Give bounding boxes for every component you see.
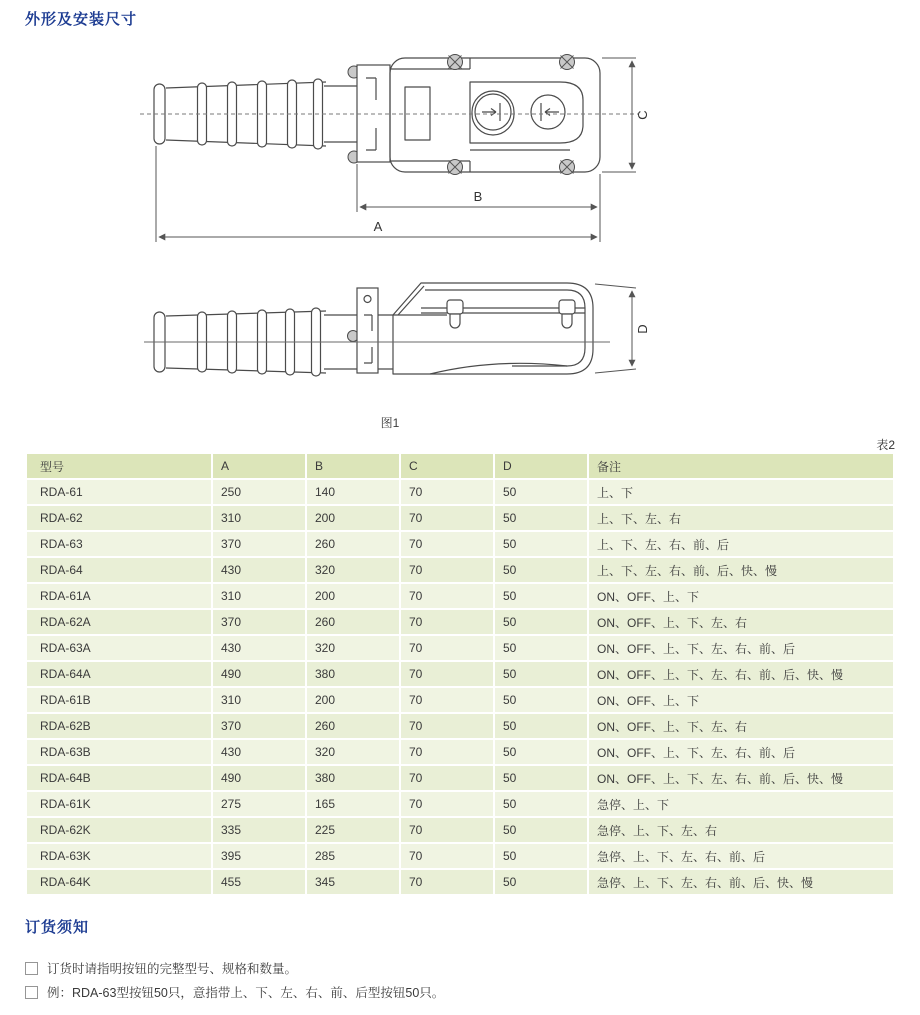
value-cell: 70	[401, 506, 493, 530]
screw-icon	[560, 55, 575, 70]
button-stem	[447, 300, 463, 328]
dim-label-b: B	[473, 189, 483, 204]
column-header: 型号	[27, 454, 211, 478]
dim-label-c: C	[635, 110, 650, 120]
table-header-row	[27, 454, 893, 478]
model-cell: RDA-64A	[27, 662, 211, 686]
down-arrow-icon	[541, 103, 559, 121]
value-cell: 50	[495, 792, 587, 816]
remark-cell: 上、下、左、右、前、后	[589, 532, 893, 556]
value-cell: 70	[401, 688, 493, 712]
value-cell: 260	[307, 610, 399, 634]
model-cell: RDA-61A	[27, 584, 211, 608]
label-window	[405, 87, 430, 140]
value-cell: 70	[401, 870, 493, 894]
table-label: 表2	[876, 438, 895, 452]
model-cell: RDA-64B	[27, 766, 211, 790]
model-cell: RDA-63K	[27, 844, 211, 868]
model-cell: RDA-62B	[27, 714, 211, 738]
button-down	[531, 95, 565, 129]
table-row	[27, 818, 893, 842]
screw-icon	[448, 160, 463, 175]
table-row	[27, 688, 893, 712]
value-cell: 260	[307, 714, 399, 738]
note-text: 订货时请指明按钮的完整型号、规格和数量。	[47, 962, 298, 976]
table-row	[27, 584, 893, 608]
value-cell: 70	[401, 844, 493, 868]
table-row	[27, 558, 893, 582]
value-cell: 70	[401, 792, 493, 816]
value-cell: 165	[307, 792, 399, 816]
table-row	[27, 740, 893, 764]
dimension-table	[25, 452, 895, 896]
column-header: C	[401, 454, 493, 478]
value-cell: 50	[495, 532, 587, 556]
value-cell: 50	[495, 870, 587, 894]
pendant-side-view-drawing	[130, 270, 650, 405]
remark-cell: ON、OFF、上、下、左、右	[589, 610, 893, 634]
remark-cell: 上、下	[589, 480, 893, 504]
dimension-d	[595, 284, 650, 373]
value-cell: 50	[495, 558, 587, 582]
remark-cell: ON、OFF、上、下、左、右、前、后	[589, 740, 893, 764]
checkbox-icon	[25, 962, 38, 975]
value-cell: 50	[495, 662, 587, 686]
column-header: A	[213, 454, 305, 478]
value-cell: 200	[307, 584, 399, 608]
value-cell: 430	[213, 558, 305, 582]
remark-cell: ON、OFF、上、下、左、右、前、后	[589, 636, 893, 660]
value-cell: 70	[401, 662, 493, 686]
value-cell: 285	[307, 844, 399, 868]
value-cell: 50	[495, 688, 587, 712]
value-cell: 50	[495, 740, 587, 764]
model-cell: RDA-61K	[27, 792, 211, 816]
value-cell: 275	[213, 792, 305, 816]
dimension-c	[602, 58, 650, 172]
column-header: B	[307, 454, 399, 478]
value-cell: 70	[401, 584, 493, 608]
value-cell: 310	[213, 584, 305, 608]
order-notes	[25, 956, 444, 1004]
remark-cell: ON、OFF、上、下、左、右	[589, 714, 893, 738]
column-header: D	[495, 454, 587, 478]
table-row	[27, 714, 893, 738]
hanger-bracket	[348, 288, 379, 373]
value-cell: 70	[401, 558, 493, 582]
value-cell: 50	[495, 818, 587, 842]
value-cell: 490	[213, 766, 305, 790]
pendant-front-view-drawing	[130, 40, 650, 252]
table-row	[27, 870, 893, 894]
value-cell: 310	[213, 688, 305, 712]
value-cell: 260	[307, 532, 399, 556]
remark-cell: 上、下、左、右	[589, 506, 893, 530]
cable-clamp	[348, 65, 390, 163]
model-cell: RDA-61B	[27, 688, 211, 712]
control-body-side	[378, 283, 593, 374]
value-cell: 320	[307, 636, 399, 660]
remark-cell: 急停、上、下、左、右、前、后、快、慢	[589, 870, 893, 894]
value-cell: 310	[213, 506, 305, 530]
button-recess	[472, 91, 514, 135]
table-row	[27, 844, 893, 868]
remark-cell: 急停、上、下、左、右	[589, 818, 893, 842]
note-text: 例：RDA-63型按钮50只，意指带上、下、左、右、前、后型按钮50只。	[47, 986, 445, 1000]
value-cell: 50	[495, 584, 587, 608]
value-cell: 455	[213, 870, 305, 894]
value-cell: 370	[213, 532, 305, 556]
remark-cell: ON、OFF、上、下	[589, 584, 893, 608]
value-cell: 70	[401, 818, 493, 842]
remark-cell: ON、OFF、上、下	[589, 688, 893, 712]
order-section-title: 订货须知	[25, 919, 90, 936]
value-cell: 490	[213, 662, 305, 686]
model-cell: RDA-61	[27, 480, 211, 504]
value-cell: 430	[213, 636, 305, 660]
screw-icon	[560, 160, 575, 175]
value-cell: 70	[401, 740, 493, 764]
dim-label-d: D	[635, 324, 650, 334]
model-cell: RDA-63A	[27, 636, 211, 660]
dimension-b	[357, 164, 600, 242]
screw-icon	[448, 55, 463, 70]
table-row	[27, 792, 893, 816]
control-body	[390, 55, 600, 175]
value-cell: 70	[401, 480, 493, 504]
value-cell: 70	[401, 766, 493, 790]
value-cell: 70	[401, 636, 493, 660]
value-cell: 225	[307, 818, 399, 842]
table-row	[27, 610, 893, 634]
value-cell: 70	[401, 610, 493, 634]
note-line	[25, 980, 444, 1004]
remark-cell: ON、OFF、上、下、左、右、前、后、快、慢	[589, 662, 893, 686]
dim-label-a: A	[373, 219, 383, 234]
value-cell: 395	[213, 844, 305, 868]
note-line	[25, 956, 444, 980]
table-row	[27, 662, 893, 686]
value-cell: 50	[495, 844, 587, 868]
value-cell: 50	[495, 766, 587, 790]
table-row	[27, 766, 893, 790]
model-cell: RDA-64	[27, 558, 211, 582]
figure-caption: 图1	[380, 416, 400, 430]
model-cell: RDA-63	[27, 532, 211, 556]
value-cell: 345	[307, 870, 399, 894]
value-cell: 370	[213, 610, 305, 634]
table-row	[27, 480, 893, 504]
value-cell: 50	[495, 636, 587, 660]
value-cell: 200	[307, 506, 399, 530]
checkbox-icon	[25, 986, 38, 999]
model-cell: RDA-63B	[27, 740, 211, 764]
button-up	[475, 94, 511, 130]
value-cell: 380	[307, 766, 399, 790]
value-cell: 50	[495, 480, 587, 504]
table-row	[27, 636, 893, 660]
remark-cell: 上、下、左、右、前、后、快、慢	[589, 558, 893, 582]
value-cell: 250	[213, 480, 305, 504]
model-cell: RDA-62K	[27, 818, 211, 842]
value-cell: 50	[495, 714, 587, 738]
model-cell: RDA-62	[27, 506, 211, 530]
remark-cell: ON、OFF、上、下、左、右、前、后、快、慢	[589, 766, 893, 790]
value-cell: 370	[213, 714, 305, 738]
remark-cell: 急停、上、下	[589, 792, 893, 816]
up-arrow-icon	[482, 103, 500, 121]
value-cell: 50	[495, 610, 587, 634]
value-cell: 50	[495, 506, 587, 530]
model-cell: RDA-62A	[27, 610, 211, 634]
value-cell: 70	[401, 532, 493, 556]
remark-cell: 急停、上、下、左、右、前、后	[589, 844, 893, 868]
value-cell: 70	[401, 714, 493, 738]
column-header: 备注	[589, 454, 893, 478]
value-cell: 140	[307, 480, 399, 504]
model-cell: RDA-64K	[27, 870, 211, 894]
page-title: 外形及安装尺寸	[25, 11, 138, 28]
value-cell: 335	[213, 818, 305, 842]
value-cell: 430	[213, 740, 305, 764]
button-stem	[559, 300, 575, 328]
value-cell: 320	[307, 558, 399, 582]
table-row	[27, 532, 893, 556]
value-cell: 380	[307, 662, 399, 686]
value-cell: 320	[307, 740, 399, 764]
table-row	[27, 506, 893, 530]
value-cell: 200	[307, 688, 399, 712]
